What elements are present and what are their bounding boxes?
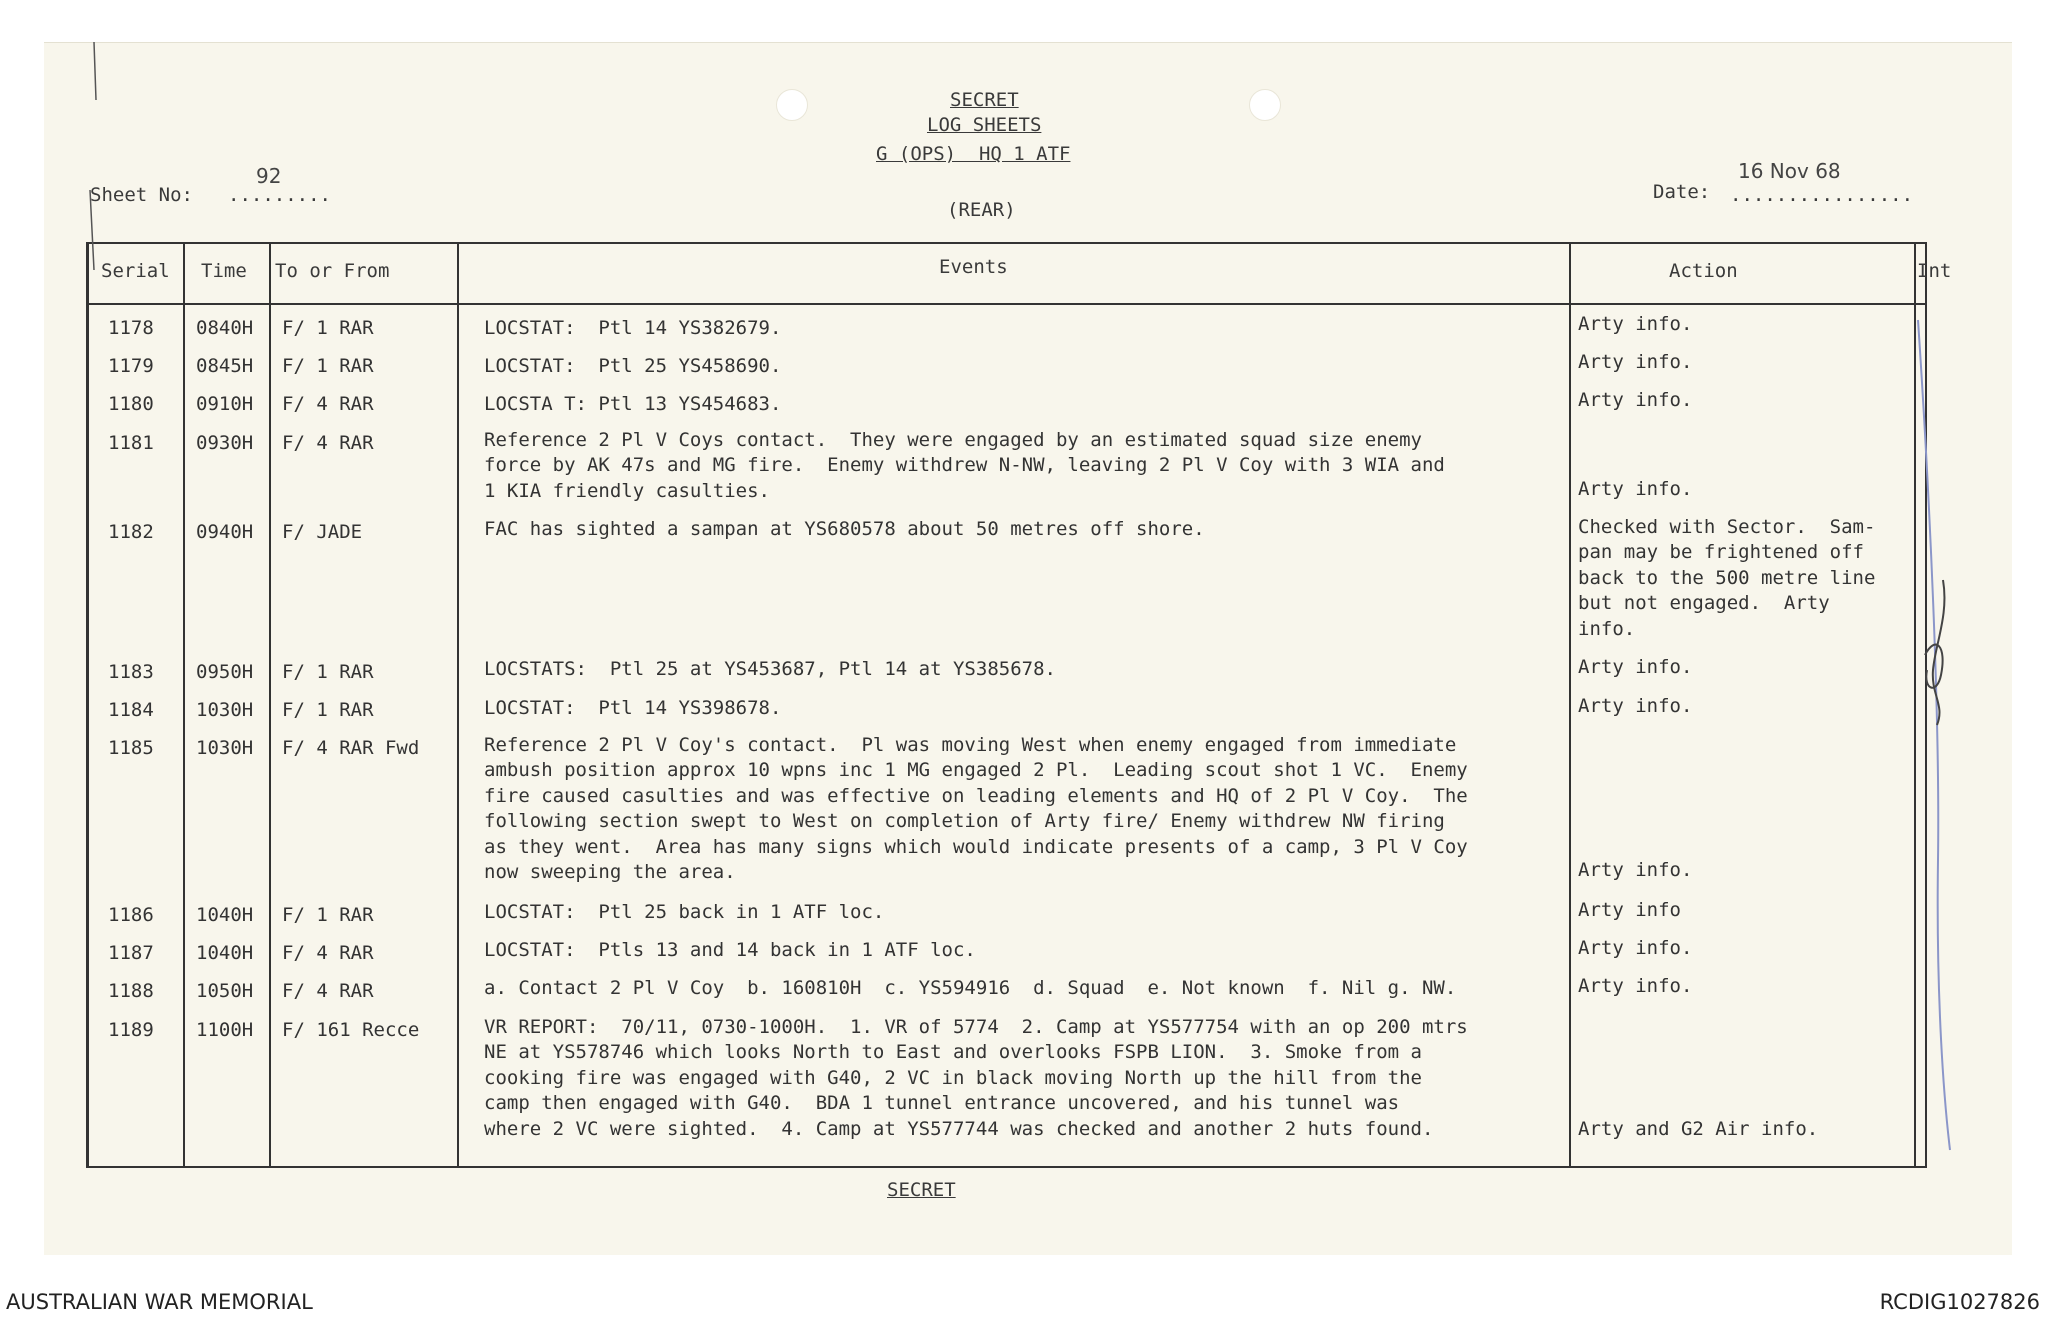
- archive-reference: RCDIG1027826: [1879, 1290, 2040, 1314]
- from-cell: F/ 4 RAR: [282, 393, 374, 415]
- time-cell: 1050H: [196, 980, 254, 1002]
- col-header-serial: Serial: [101, 260, 170, 282]
- from-cell: F/ 4 RAR: [282, 942, 374, 964]
- sheet-number-dots: .........: [228, 184, 331, 206]
- action-cell: Arty info.: [1578, 477, 1693, 500]
- col-header-events: Events: [939, 256, 1008, 278]
- from-cell: F/ 4 RAR Fwd: [282, 737, 420, 759]
- events-cell: LOCSTAT: Ptls 13 and 14 back in 1 ATF loc.: [484, 939, 976, 961]
- from-cell: F/ 1 RAR: [282, 317, 374, 339]
- action-cell: Arty info.: [1578, 389, 1693, 411]
- col-header-action: Action: [1669, 260, 1738, 282]
- events-cell: FAC has sighted a sampan at YS680578 about 50 metres off shore.: [484, 518, 1205, 540]
- date-label: Date:: [1653, 181, 1711, 203]
- events-cell: a. Contact 2 Pl V Coy b. 160810H c. YS594916 d. Squad e. Not known f. Nil g. NW.: [484, 977, 1457, 999]
- action-cell: Arty info.: [1578, 351, 1693, 373]
- events-cell: LOCSTA T: Ptl 13 YS454683.: [484, 393, 782, 415]
- document-title: LOG SHEETS: [927, 114, 1042, 136]
- time-cell: 0910H: [196, 393, 254, 415]
- action-cell: Arty info.: [1578, 313, 1693, 335]
- date-value: 16 Nov 68: [1738, 159, 1841, 183]
- serial-cell: 1185: [108, 737, 154, 759]
- serial-cell: 1184: [108, 699, 154, 721]
- classification-bottom: SECRET: [887, 1179, 956, 1201]
- serial-cell: 1178: [108, 317, 154, 339]
- archive-credit: AUSTRALIAN WAR MEMORIAL: [6, 1290, 313, 1314]
- time-cell: 0930H: [196, 432, 254, 454]
- action-cell: Arty info.: [1578, 859, 1693, 882]
- events-cell: LOCSTAT: Ptl 14 YS382679.: [484, 317, 782, 339]
- action-cell: Arty and G2 Air info.: [1578, 1117, 1819, 1140]
- from-cell: F/ 161 Recce: [282, 1019, 420, 1041]
- action-cell: Arty info.: [1578, 937, 1693, 959]
- sheet-number-label: Sheet No:: [90, 184, 193, 206]
- column-divider: [269, 244, 271, 1166]
- from-cell: F/ 1 RAR: [282, 355, 374, 377]
- column-divider: [183, 244, 185, 1166]
- events-cell: LOCSTAT: Ptl 14 YS398678.: [484, 697, 782, 719]
- classification-top: SECRET: [950, 89, 1019, 111]
- action-cell: Arty info.: [1578, 656, 1693, 678]
- events-cell: Reference 2 Pl V Coy's contact. Pl was moving West when enemy engaged from immediate ambush position approx 10 wpns inc 1 MG engaged 2 Pl. Leading scout shot 1 VC. Enemy fire caused casulties and was effective on leading elements and HQ of 2 Pl V Coy. The following section swept to West on completion of Arty fire/ Enemy withdrew NW firing as they went. Area has many signs which would indicate presents of a camp, 3 Pl V Coy now sweeping the area.: [484, 734, 1468, 884]
- from-cell: F/ 4 RAR: [282, 980, 374, 1002]
- from-cell: F/ JADE: [282, 521, 363, 543]
- time-cell: 1100H: [196, 1019, 254, 1041]
- action-cell: Arty info.: [1578, 695, 1693, 717]
- time-cell: 0950H: [196, 661, 254, 683]
- from-cell: F/ 4 RAR: [282, 432, 374, 454]
- from-cell: F/ 1 RAR: [282, 699, 374, 721]
- from-cell: F/ 1 RAR: [282, 661, 374, 683]
- time-cell: 0840H: [196, 317, 254, 339]
- side-label: (REAR): [947, 199, 1016, 221]
- serial-cell: 1182: [108, 521, 154, 543]
- events-cell: Reference 2 Pl V Coys contact. They were engaged by an estimated squad size enemy force by AK 47s and MG fire. Enemy withdrew N-NW, leaving 2 Pl V Coy with 3 WIA and 1 KIA friendly casulties.: [484, 429, 1445, 502]
- action-cell: Checked with Sector. Sam- pan may be frightened off back to the 500 metre line but not engaged. Arty info.: [1578, 516, 1876, 640]
- time-cell: 0940H: [196, 521, 254, 543]
- time-cell: 0845H: [196, 355, 254, 377]
- time-cell: 1040H: [196, 904, 254, 926]
- unit-heading: G (OPS) HQ 1 ATF: [876, 143, 1071, 165]
- events-cell: LOCSTAT: Ptl 25 back in 1 ATF loc.: [484, 901, 885, 923]
- time-cell: 1030H: [196, 699, 254, 721]
- serial-cell: 1187: [108, 942, 154, 964]
- col-header-time: Time: [201, 260, 247, 282]
- serial-cell: 1188: [108, 980, 154, 1002]
- punch-hole: [1249, 89, 1281, 121]
- action-cell: Arty info.: [1578, 975, 1693, 997]
- action-cell: Arty info: [1578, 899, 1681, 921]
- serial-cell: 1186: [108, 904, 154, 926]
- date-dots: ................: [1730, 184, 1914, 206]
- col-header-int: Int: [1917, 260, 1952, 282]
- time-cell: 1030H: [196, 737, 254, 759]
- header-rule: [89, 303, 1925, 305]
- initials-mark-icon: [1915, 575, 1955, 735]
- column-divider: [457, 244, 459, 1166]
- col-header-to-from: To or From: [275, 260, 390, 282]
- events-cell: LOCSTAT: Ptl 25 YS458690.: [484, 355, 782, 377]
- events-cell: VR REPORT: 70/11, 0730-1000H. 1. VR of 5774 2. Camp at YS577754 with an op 200 mtrs NE at YS578746 which looks North to East and overlooks FSPB LION. 3. Smoke from a cooking fire was engaged with G40, 2 VC in black moving North up the hill from the camp then engaged with G40. BDA 1 tunnel entrance uncovered, and his tunnel was where 2 VC were sighted. 4. Camp at YS577744 was checked and another 2 huts found.: [484, 1016, 1468, 1140]
- time-cell: 1040H: [196, 942, 254, 964]
- serial-cell: 1183: [108, 661, 154, 683]
- serial-cell: 1179: [108, 355, 154, 377]
- serial-cell: 1181: [108, 432, 154, 454]
- punch-hole: [776, 89, 808, 121]
- serial-cell: 1180: [108, 393, 154, 415]
- edge-pen-mark-icon: [84, 40, 104, 280]
- serial-cell: 1189: [108, 1019, 154, 1041]
- events-cell: LOCSTATS: Ptl 25 at YS453687, Ptl 14 at YS385678.: [484, 658, 1056, 680]
- sheet-number-value: 92: [256, 164, 282, 188]
- from-cell: F/ 1 RAR: [282, 904, 374, 926]
